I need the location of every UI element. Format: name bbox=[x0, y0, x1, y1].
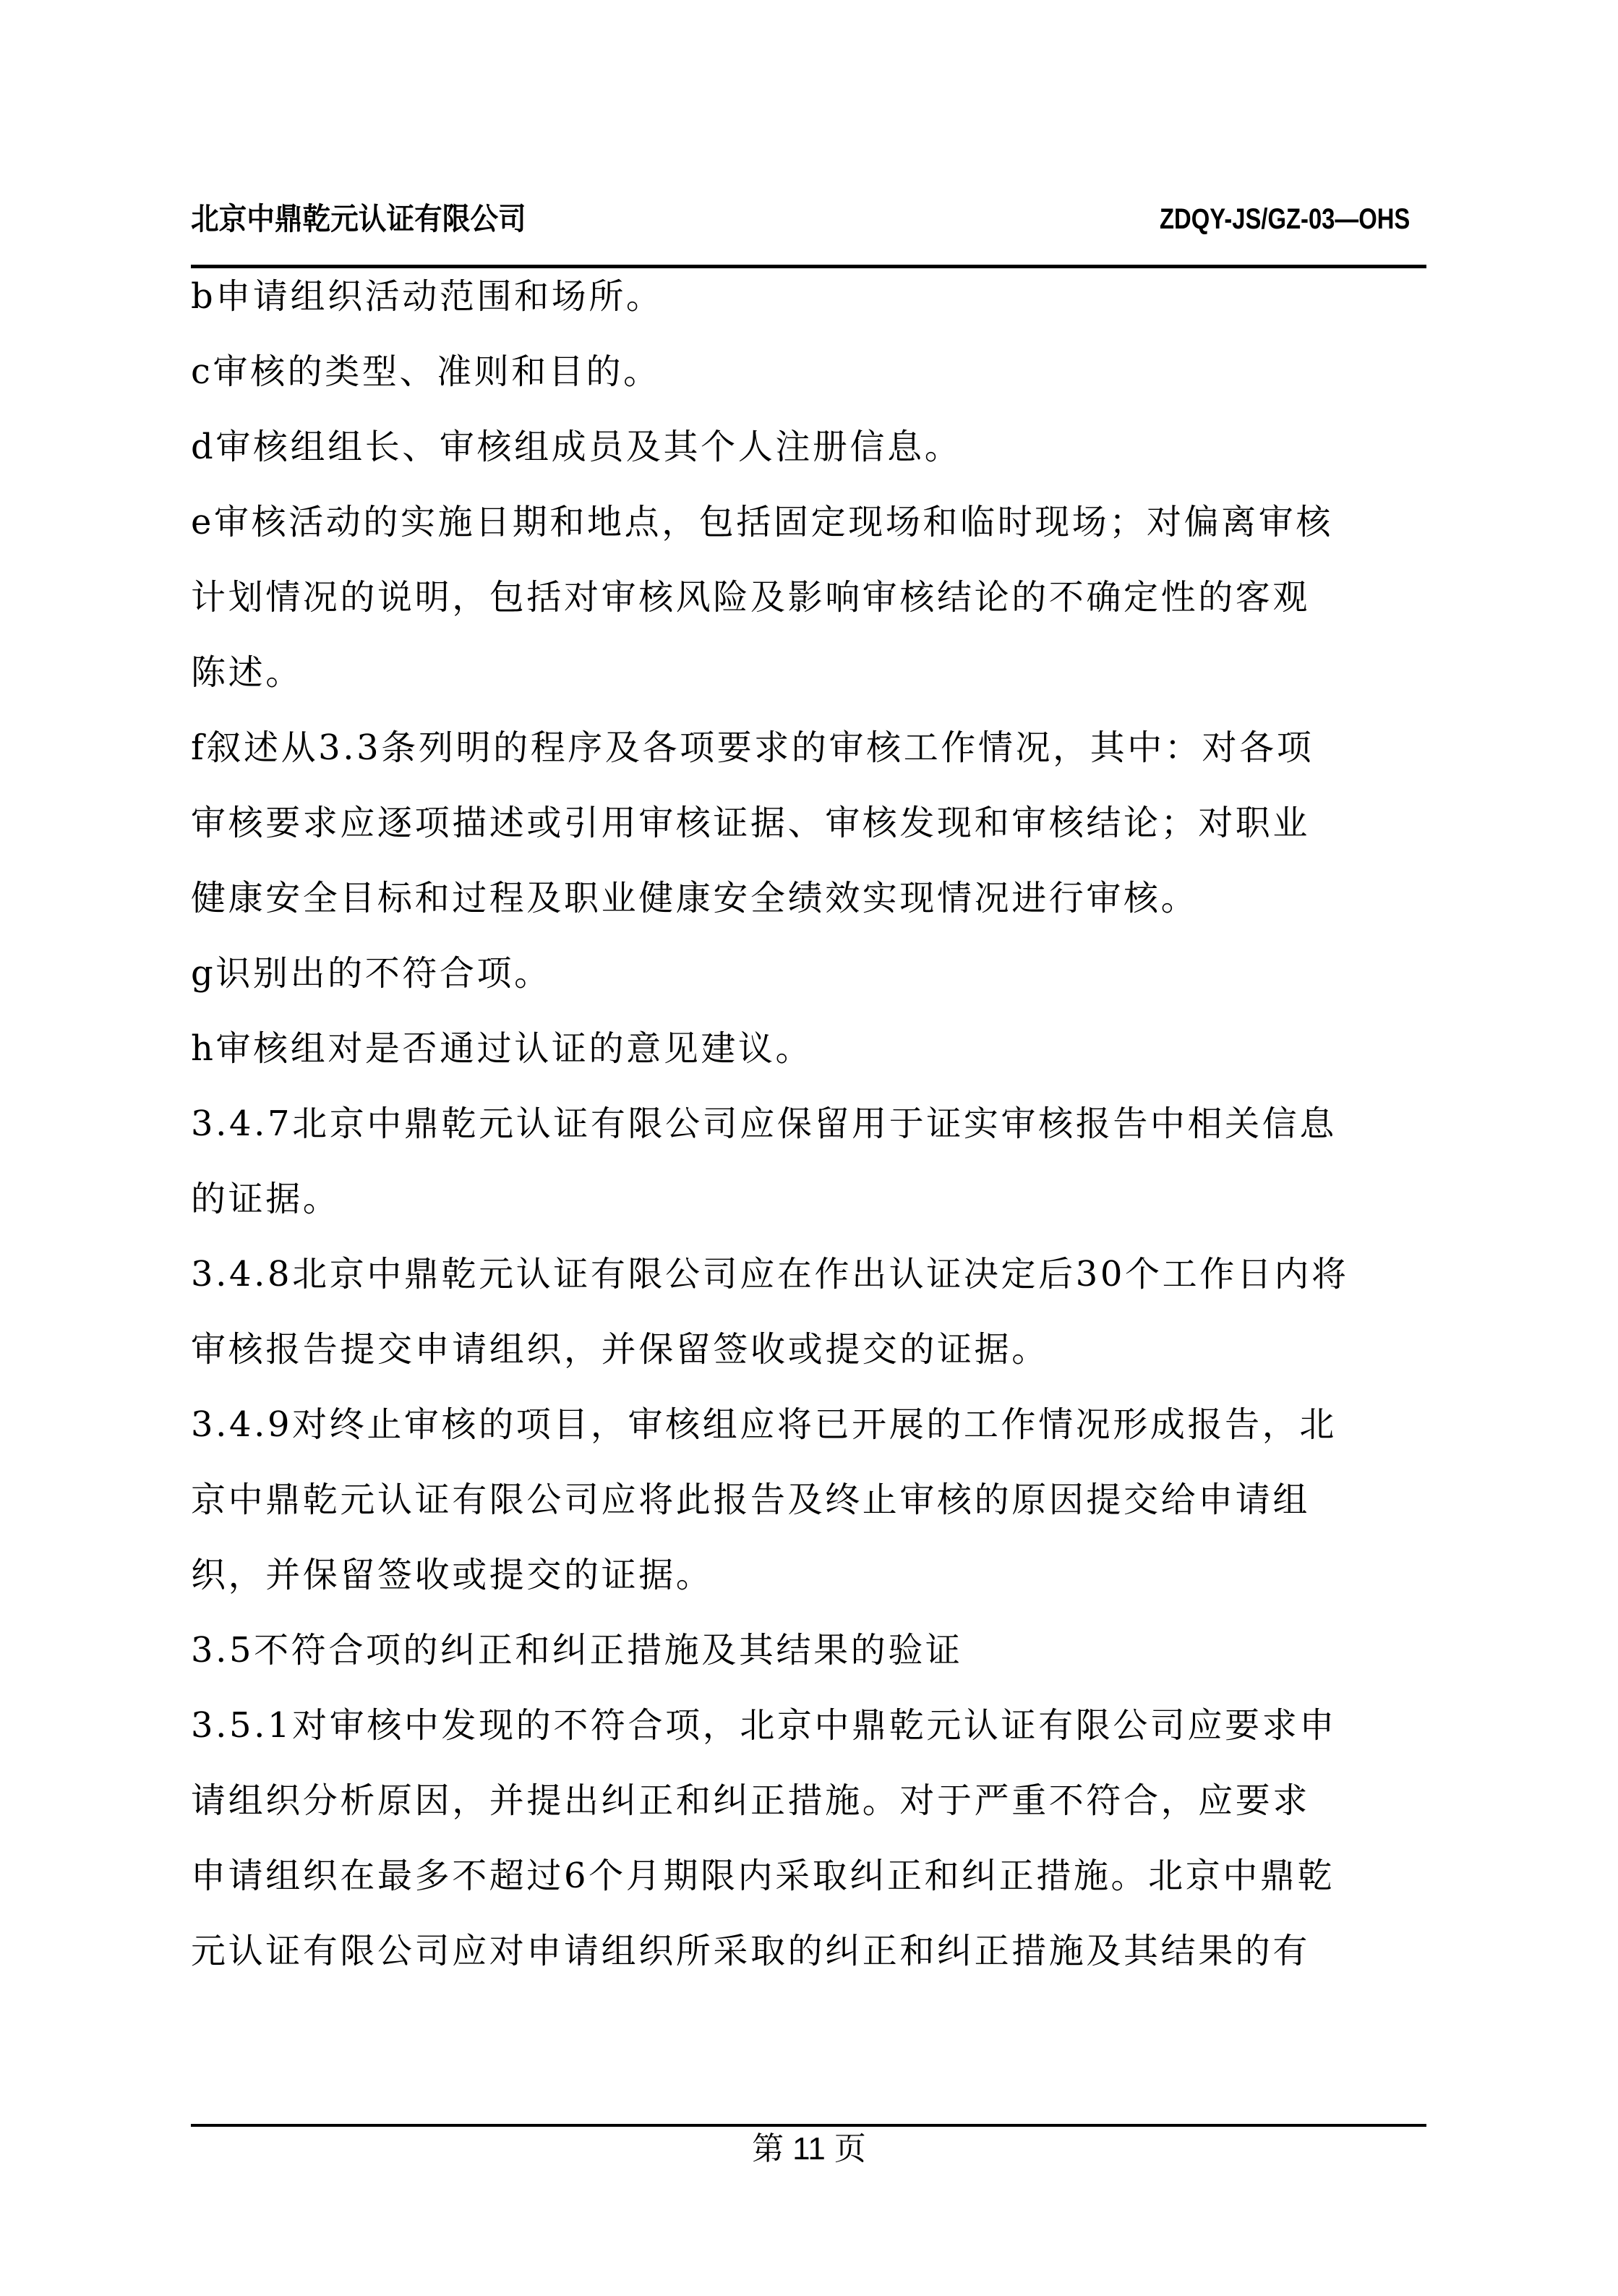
document-body bbox=[191, 259, 1429, 1989]
footer-divider bbox=[191, 2124, 1426, 2127]
text-line: 计划情况的说明，包括对审核风险及影响审核结论的不确定性的客观 bbox=[191, 577, 1311, 618]
text-line: 的证据。 bbox=[191, 1179, 341, 1219]
section-heading: 3.5不符合项的纠正和纠正措施及其结果的验证 bbox=[191, 1630, 963, 1670]
text-line: g识别出的不符合项。 bbox=[191, 953, 552, 994]
text-line: 陈述。 bbox=[191, 652, 303, 693]
text-line: 元认证有限公司应对申请组织所采取的纠正和纠正措施及其结果的有 bbox=[191, 1931, 1311, 1971]
text-line: f叙述从3.3条列明的程序及各项要求的审核工作情况，其中：对各项 bbox=[191, 727, 1314, 768]
text-line: c审核的类型、准则和目的。 bbox=[191, 351, 661, 392]
page-header bbox=[191, 194, 1426, 244]
page-number-value: 11 bbox=[792, 2131, 826, 2167]
text-line: 健康安全目标和过程及职业健康安全绩效实现情况进行审核。 bbox=[191, 878, 1199, 918]
text-line: b申请组织活动范围和场所。 bbox=[191, 276, 664, 317]
text-line: 织，并保留签收或提交的证据。 bbox=[191, 1555, 714, 1595]
page-prefix: 第 bbox=[752, 2130, 784, 2167]
text-line: 3.4.8北京中鼎乾元认证有限公司应在作出认证决定后30个工作日内将 bbox=[191, 1254, 1349, 1294]
text-line: 审核要求应逐项描述或引用审核证据、审核发现和审核结论；对职业 bbox=[191, 803, 1311, 843]
text-line: 请组织分析原因，并提出纠正和纠正措施。对于严重不符合，应要求 bbox=[191, 1780, 1311, 1821]
header-company-name: 北京中鼎乾元认证有限公司 bbox=[191, 201, 526, 236]
text-line: h审核组对是否通过认证的意见建议。 bbox=[191, 1028, 813, 1069]
text-line: 申请组织在最多不超过6个月期限内采取纠正和纠正措施。北京中鼎乾 bbox=[191, 1856, 1335, 1896]
page-number bbox=[0, 2129, 1618, 2169]
text-line: 3.4.7北京中鼎乾元认证有限公司应保留用于证实审核报告中相关信息 bbox=[191, 1104, 1337, 1144]
text-line: 京中鼎乾元认证有限公司应将此报告及终止审核的原因提交给申请组 bbox=[191, 1480, 1311, 1520]
header-document-code: ZDQY-JS/GZ-03—OHS bbox=[1159, 203, 1410, 235]
text-line: d审核组组长、审核组成员及其个人注册信息。 bbox=[191, 427, 962, 467]
text-line: e审核活动的实施日期和地点，包括固定现场和临时现场；对偏离审核 bbox=[191, 502, 1334, 542]
text-line: 审核报告提交申请组织，并保留签收或提交的证据。 bbox=[191, 1329, 1049, 1370]
text-line: 3.4.9对终止审核的项目，审核组应将已开展的工作情况形成报告，北 bbox=[191, 1404, 1337, 1445]
page-suffix: 页 bbox=[834, 2130, 866, 2167]
text-line: 3.5.1对审核中发现的不符合项，北京中鼎乾元认证有限公司应要求申 bbox=[191, 1705, 1337, 1746]
